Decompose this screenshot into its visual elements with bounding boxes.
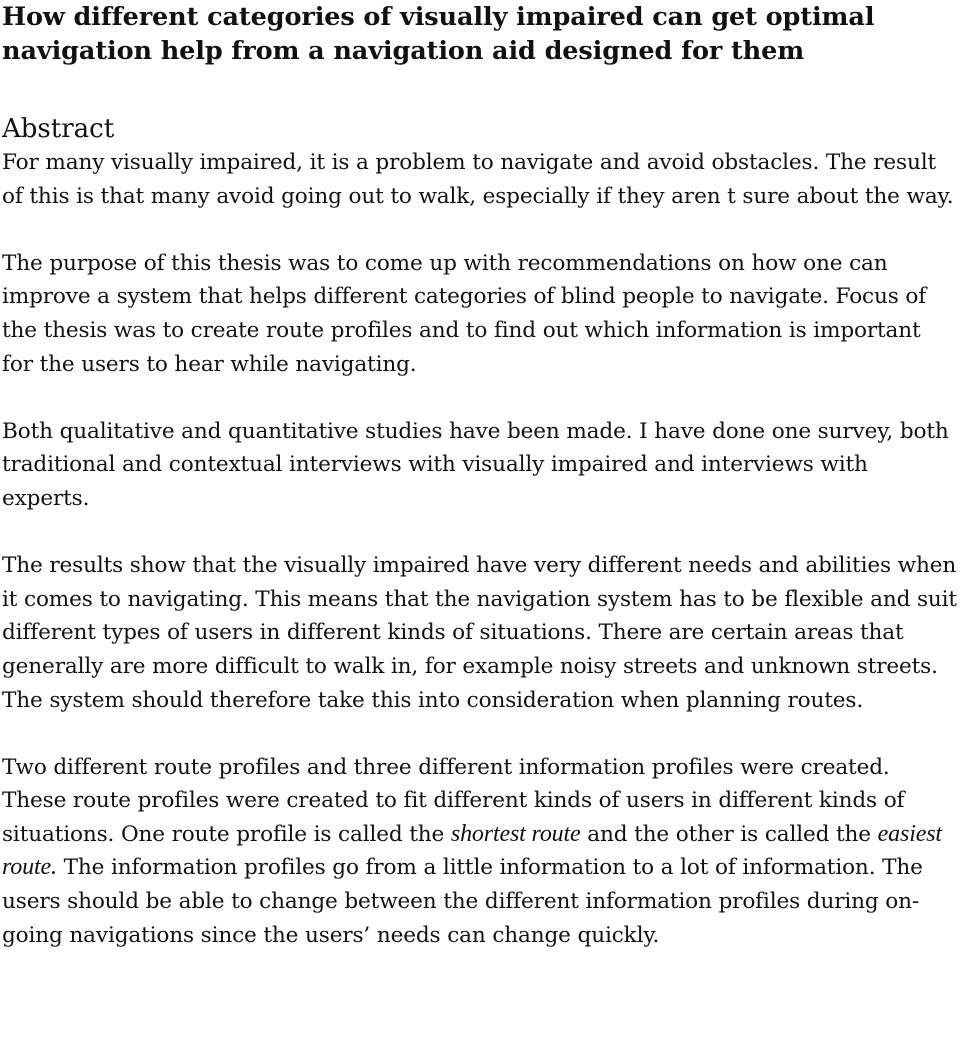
title-line-2: navigation help from a navigation aid designed for them [2,36,805,66]
document-title [2,0,958,68]
abstract-heading: Abstract [2,114,115,144]
paragraph-5-text-3: The information profiles go from a little information to a lot of information. The users should be able to change between the different information profiles during on-going navigations since the users’ needs can change quickly. [2,855,923,948]
emphasis-shortest-route: shortest route [450,820,581,847]
abstract-paragraph-2: The purpose of this thesis was to come up with recommendations on how one can improve a system that helps different categories of blind people to navigate. Focus of the thesis was to create route profiles and to find out which information is important for the users to hear while navigating. [2,250,927,377]
paragraph-5-text-2: and the other is called the [580,821,878,847]
abstract-paragraph-3: Both qualitative and quantitative studies have been made. I have done one survey, both traditional and contextual interviews with visually impaired and interviews with experts. [2,418,949,511]
abstract-paragraph-5 [2,751,958,953]
document-page [2,0,958,952]
abstract-paragraph-4: The results show that the visually impaired have very different needs and abilities when it comes to navigating. This means that the navigation system has to be flexible and suit different types of users in different kinds of situations. There are certain areas that generally are more difficult to walk in, for example noisy streets and unknown streets. The system should therefore take this into consideration when planning routes. [2,553,957,713]
paragraph-5-text-1: Two different route profiles and three different information profiles were created. These route profiles were created to fit different kinds of users in different kinds of situations. One route profile is called the [2,754,905,847]
emphasis-easiest-route: easiest route. [2,820,942,881]
title-line-1: How different categories of visually impaired can get optimal [2,2,875,32]
abstract-paragraph-1: For many visually impaired, it is a problem to navigate and avoid obstacles. The result of this is that many avoid going out to walk, especially if they aren t sure about the way. [2,150,954,209]
